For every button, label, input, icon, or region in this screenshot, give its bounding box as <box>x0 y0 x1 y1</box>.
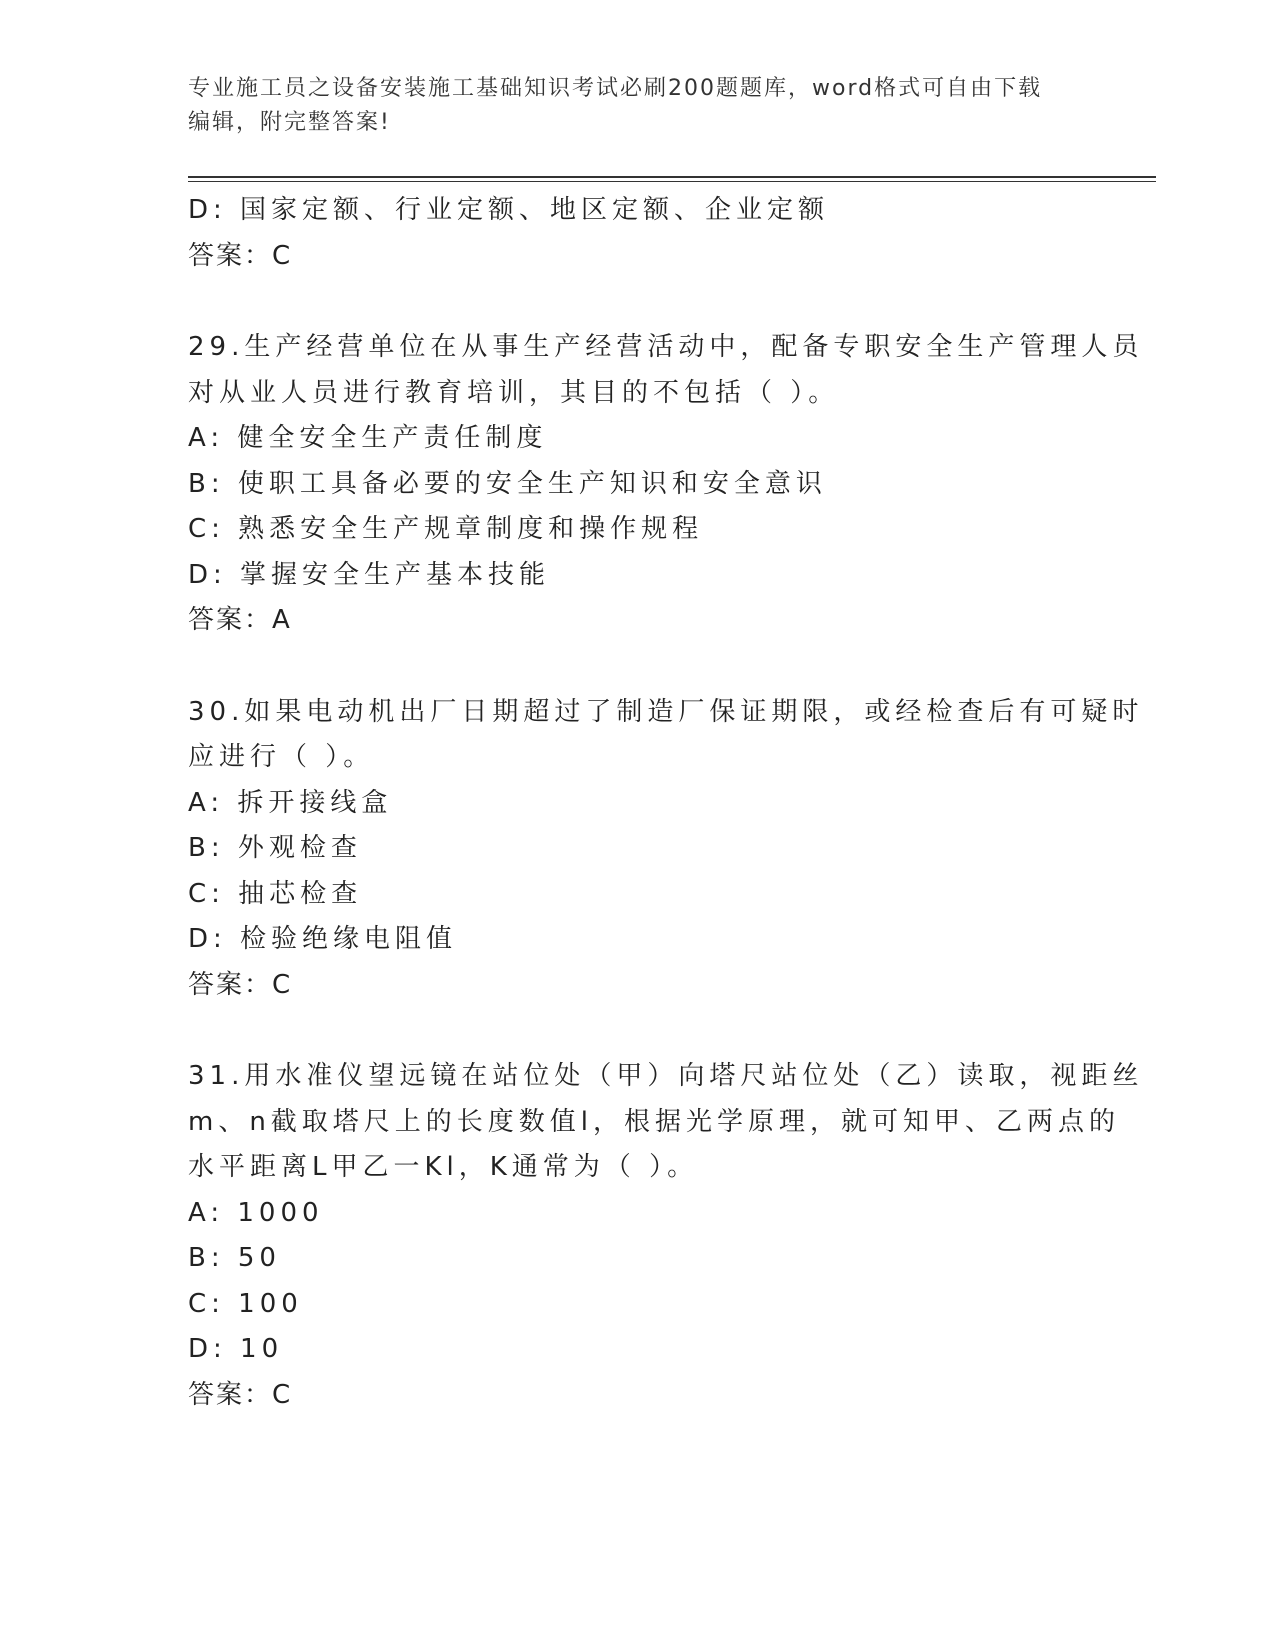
option-a: A: 拆开接线盒 <box>188 787 393 818</box>
answer-line: 答案：A <box>188 605 292 635</box>
question-29 <box>188 325 1144 644</box>
question-text: 对从业人员进行教育培训，其目的不包括（ ）。 <box>188 377 840 408</box>
option-a: A: 健全安全生产责任制度 <box>188 423 548 453</box>
option-d: D: 10 <box>188 1334 284 1364</box>
option-c: C: 100 <box>188 1288 303 1319</box>
option-b: B: 50 <box>188 1243 281 1273</box>
header-divider-thin <box>188 181 1156 182</box>
question-list <box>188 188 1144 1418</box>
header-line-1: 专业施工员之设备安装施工基础知识考试必刷200题题库，word格式可自由下载 <box>188 76 1043 101</box>
question-text: 29.生产经营单位在从事生产经营活动中，配备专职安全生产管理人员 <box>188 332 1144 362</box>
question-text: 31.用水准仪望远镜在站位处（甲）向塔尺站位处（乙）读取，视距丝 <box>188 1061 1144 1091</box>
option-c: C: 抽芯检查 <box>188 878 363 909</box>
header-line-2: 编辑，附完整答案! <box>188 110 391 135</box>
header-divider-thick <box>188 176 1156 178</box>
previous-question-tail <box>188 188 1088 279</box>
answer-line: 答案：C <box>188 1379 293 1410</box>
question-30 <box>188 690 1144 1009</box>
answer-line: 答案：C <box>188 240 293 271</box>
option-c: C: 熟悉安全生产规章制度和操作规程 <box>188 514 704 544</box>
document-header <box>188 72 1088 140</box>
option-b: B: 外观检查 <box>188 833 362 863</box>
option-d: D: 检验绝缘电阻值 <box>188 924 458 954</box>
question-text: 30.如果电动机出厂日期超过了制造厂保证期限，或经检查后有可疑时 <box>188 696 1144 727</box>
option-b: B: 使职工具备必要的安全生产知识和安全意识 <box>188 468 827 499</box>
option-d: D: 掌握安全生产基本技能 <box>188 559 551 590</box>
question-text: m、n截取塔尺上的长度数值l，根据光学原理，就可知甲、乙两点的 <box>188 1106 1121 1137</box>
question-31 <box>188 1054 1144 1418</box>
option-d: D: 国家定额、行业定额、地区定额、企业定额 <box>188 195 830 225</box>
question-text: 应进行（ ）。 <box>188 742 375 772</box>
question-text: 水平距离L甲乙一Kl，K通常为（ ）。 <box>188 1152 699 1182</box>
answer-line: 答案：C <box>188 969 293 1000</box>
option-a: A: 1000 <box>188 1197 324 1228</box>
